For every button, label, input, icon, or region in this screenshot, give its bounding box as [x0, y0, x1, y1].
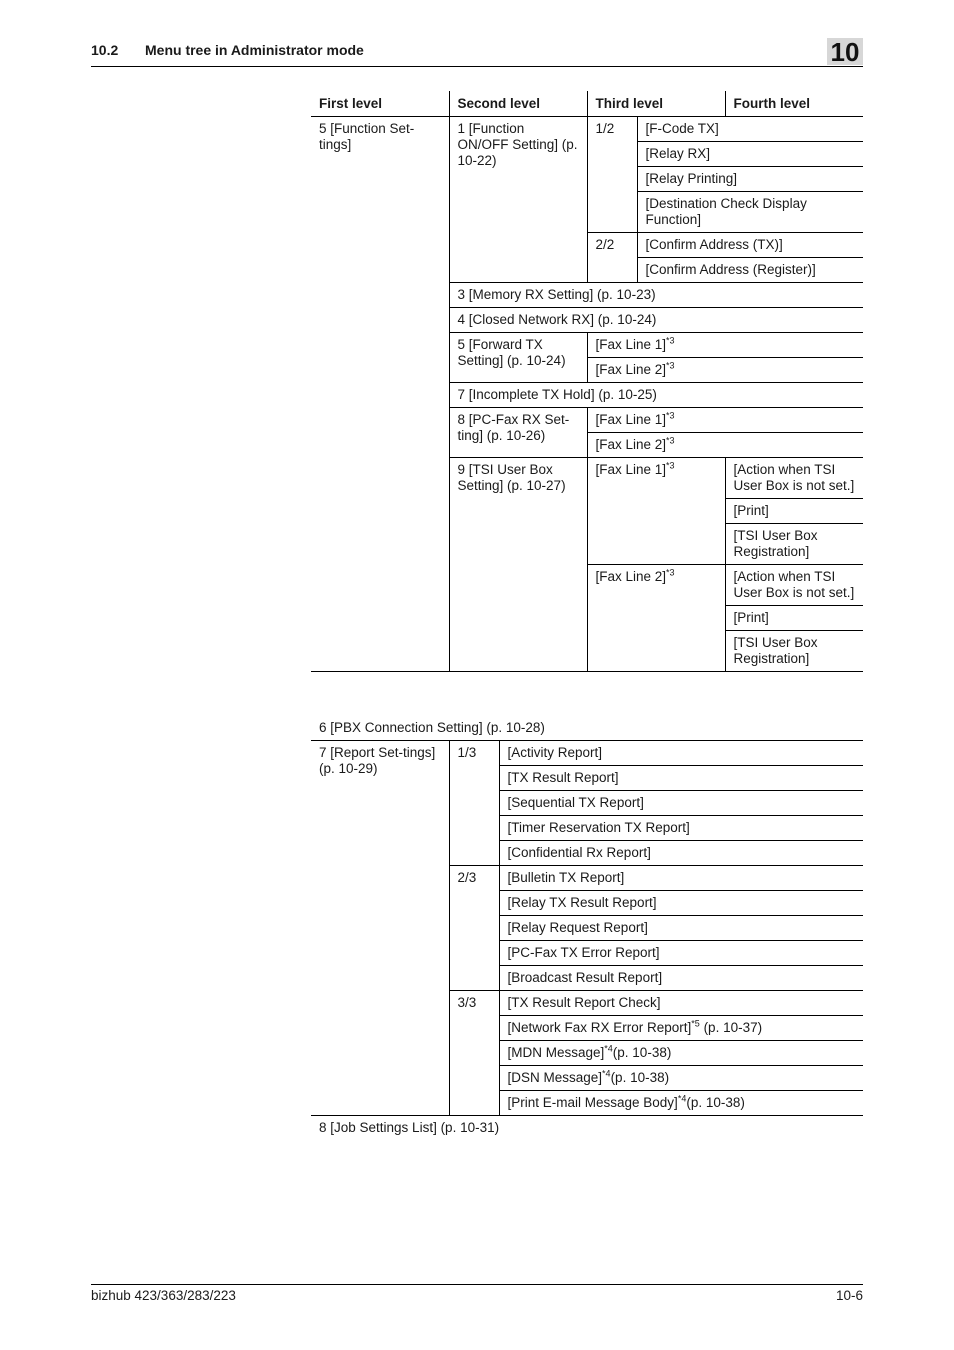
page-footer	[91, 1284, 863, 1303]
incomplete-tx-hold: 7 [Incomplete TX Hold] (p. 10-25)	[449, 383, 863, 408]
page-indicator: 2/3	[449, 866, 499, 991]
pcfax-tx-error-report: [PC-Fax TX Error Report]	[499, 941, 863, 966]
relay-rx: [Relay RX]	[637, 142, 863, 167]
destination-check: [Destination Check Display Function]	[637, 192, 863, 233]
print-email-message-body: [Print E-mail Message Body]$^{*4}$(p. 10-38)	[499, 1091, 863, 1116]
network-fax-rx-error-report: [Network Fax RX Error Report]$^{*5}$ (p. 10-37)	[499, 1016, 863, 1041]
pcfax-rx-setting: 8 [PC-Fax RX Set-ting] (p. 10-26)	[449, 408, 587, 458]
memory-rx-setting: 3 [Memory RX Setting] (p. 10-23)	[449, 283, 863, 308]
fax-line-1: [Fax Line 1]$^{*3}$	[587, 458, 725, 565]
col-fourth-level: Fourth level	[725, 91, 863, 117]
page-indicator: 3/3	[449, 991, 499, 1116]
page-indicator: 2/2	[587, 233, 637, 283]
fax-line-1: [Fax Line 1]$^{*3}$	[587, 333, 863, 358]
page-indicator: 1/2	[587, 117, 637, 233]
tx-result-report-check: [TX Result Report Check]	[499, 991, 863, 1016]
print: [Print]	[725, 499, 863, 524]
activity-report: [Activity Report]	[499, 741, 863, 766]
chapter-badge: 10	[827, 38, 863, 65]
col-first-level: First level	[311, 91, 449, 117]
page-indicator: 1/3	[449, 741, 499, 866]
table-header-row	[311, 91, 863, 117]
col-second-level: Second level	[449, 91, 587, 117]
tsi-user-box-setting: 9 [TSI User Box Setting] (p. 10-27)	[449, 458, 587, 672]
pbx-connection-setting: 6 [PBX Connection Setting] (p. 10-28)	[311, 716, 863, 741]
section-title: Menu tree in Administrator mode	[145, 42, 364, 58]
job-settings-list: 8 [Job Settings List] (p. 10-31)	[319, 1120, 500, 1135]
table-row	[311, 741, 863, 766]
note-marker: *3	[666, 460, 675, 471]
print: [Print]	[725, 606, 863, 631]
closed-network-rx: 4 [Closed Network RX] (p. 10-24)	[449, 308, 863, 333]
broadcast-result-report: [Broadcast Result Report]	[499, 966, 863, 991]
forward-tx-setting: 5 [Forward TX Setting] (p. 10-24)	[449, 333, 587, 383]
table-row	[311, 117, 863, 142]
fax-line-2: [Fax Line 2]$^{*3}$	[587, 565, 725, 672]
note-marker: *3	[666, 410, 675, 421]
sequential-tx-report: [Sequential TX Report]	[499, 791, 863, 816]
first-function-settings: 5 [Function Set-tings]	[311, 117, 449, 672]
confidential-rx-report: [Confidential Rx Report]	[499, 841, 863, 866]
note-marker: *3	[666, 435, 675, 446]
second-function-onoff: 1 [Function ON/OFF Setting] (p. 10-22)	[449, 117, 587, 283]
action-tsi-not-set: [Action when TSI User Box is not set.]	[725, 458, 863, 499]
relay-printing: [Relay Printing]	[637, 167, 863, 192]
timer-reservation-report: [Timer Reservation TX Report]	[499, 816, 863, 841]
page-header	[91, 38, 863, 67]
fax-line-2: [Fax Line 2]$^{*3}$	[587, 358, 863, 383]
fax-line-2: [Fax Line 2]$^{*3}$	[587, 433, 863, 458]
tsi-registration: [TSI User Box Registration]	[725, 631, 863, 672]
note-marker: *4	[604, 1043, 613, 1054]
note-marker: *4	[602, 1068, 611, 1079]
table-row	[311, 716, 863, 741]
fax-line-1: [Fax Line 1]$^{*3}$	[587, 408, 863, 433]
bulletin-tx-report: [Bulletin TX Report]	[499, 866, 863, 891]
tsi-registration: [TSI User Box Registration]	[725, 524, 863, 565]
confirm-address-tx: [Confirm Address (TX)]	[637, 233, 863, 258]
relay-request-report: [Relay Request Report]	[499, 916, 863, 941]
dsn-message: [DSN Message]$^{*4}$(p. 10-38)	[499, 1066, 863, 1091]
fcode-tx: [F-Code TX]	[637, 117, 863, 142]
note-marker: *4	[677, 1093, 687, 1104]
footer-model: bizhub 423/363/283/223	[91, 1288, 236, 1303]
note-marker: *3	[666, 360, 675, 371]
confirm-address-register: [Confirm Address (Register)]	[637, 258, 863, 283]
note-marker: *3	[666, 335, 675, 346]
menu-tree-table	[311, 91, 863, 672]
mdn-message: [MDN Message]$^{*4}$(p. 10-38)	[499, 1041, 863, 1066]
note-marker: *5	[691, 1018, 700, 1029]
relay-tx-result-report: [Relay TX Result Report]	[499, 891, 863, 916]
action-tsi-not-set: [Action when TSI User Box is not set.]	[725, 565, 863, 606]
menu-tree-table-lower	[311, 716, 863, 1140]
first-report-settings: 7 [Report Set-tings] (p. 10-29)	[311, 741, 449, 1116]
table-row	[311, 1116, 863, 1141]
col-third-level: Third level	[587, 91, 725, 117]
footer-page-number: 10-6	[835, 1288, 863, 1303]
section-number: 10.2	[91, 42, 119, 58]
tx-result-report: [TX Result Report]	[499, 766, 863, 791]
note-marker: *3	[666, 567, 675, 578]
